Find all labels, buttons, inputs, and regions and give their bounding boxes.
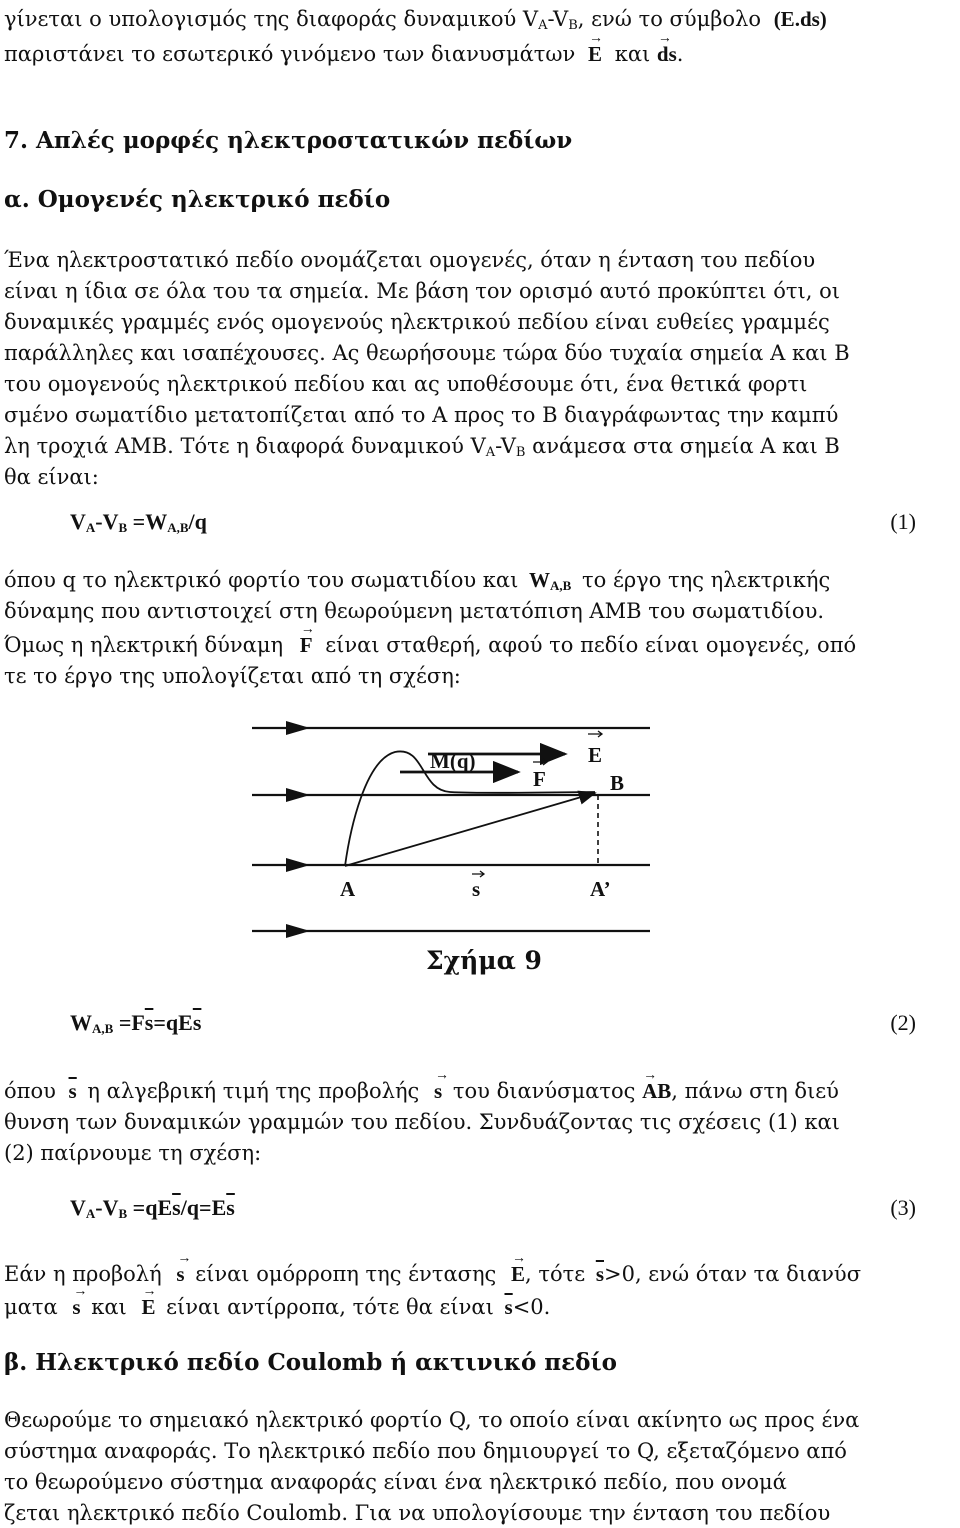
para4-text: και: [91, 1295, 127, 1319]
intro-line-2: [4, 39, 683, 69]
vector-s: → s: [434, 1076, 442, 1106]
scalar-s: $\overline{s}$: [595, 1262, 604, 1286]
intro-text: γίνεται ο υπολογισμός της διαφοράς δυναμικού V: [4, 7, 539, 31]
para3-line: (2) παίρνουμε τη σχέση:: [4, 1141, 262, 1165]
equation-2-body: $W_{A,B} =F\overline{s}=qE\overline{s}$: [70, 1010, 202, 1036]
para5-line: το θεωρούμενο σύστημα αναφοράς είναι ένα ηλεκτρικό πεδίο, που ονομά: [4, 1470, 787, 1494]
equation-3: [70, 1192, 916, 1230]
subscript-b: B: [568, 18, 578, 33]
vector-s: → s: [72, 1292, 80, 1322]
figure-caption: Σχήμα 9: [426, 946, 542, 975]
label-a: A: [340, 877, 356, 901]
equation-1-body: $V_A-V_B =W_{A,B}/q$: [70, 509, 207, 535]
para5-line: σύστημα αναφοράς. Το ηλεκτρικό πεδίο που δημιουργεί το Q, εξεταζόμενο από: [4, 1439, 847, 1463]
para4-text: <0.: [512, 1295, 551, 1319]
subsection-b-heading: β. Ηλεκτρικό πεδίο Coulomb ή ακτινικό πεδίο: [4, 1349, 617, 1376]
para1-line: θα είναι:: [4, 465, 99, 489]
para3-text: του διανύσματος: [452, 1079, 636, 1103]
intro-text: -V: [547, 7, 569, 31]
para2-text: όπου q το ηλεκτρικό φορτίο του σωματιδίου και: [4, 568, 519, 592]
vector-e: → E: [588, 39, 602, 69]
intro-text: παριστάνει το εσωτερικό γινόμενο των διανυσμάτων: [4, 42, 576, 66]
para3-line: [4, 1076, 839, 1106]
subscript-b: B: [515, 445, 526, 460]
arrow-head: [286, 721, 310, 735]
subsection-a-heading: α. Ομογενές ηλεκτρικό πεδίο: [4, 186, 391, 213]
intro-text: , ενώ το σύμβολο: [577, 7, 761, 31]
label-e: E: [588, 743, 603, 767]
para4-text: ματα: [4, 1295, 58, 1319]
arrow-head: [286, 788, 310, 802]
para2-text: είναι σταθερή, αφού το πεδίο είναι ομογενές, οπό: [325, 633, 857, 657]
vector-ab: → AB: [642, 1076, 671, 1106]
para1-line: δυναμικές γραμμές ενός ομογενούς ηλεκτρικού πεδίου είναι ευθείες γραμμές: [4, 310, 830, 334]
para2-line: [4, 630, 856, 660]
work-symbol: $W_{A,B}$: [529, 568, 572, 593]
figure-9-diagram: [250, 720, 670, 940]
vector-s: → s: [176, 1259, 184, 1289]
para3-line: θυνση των δυναμικών γραμμών του πεδίου. Συνδυάζοντας τις σχέσεις (1) και: [4, 1110, 840, 1134]
dot-product-symbol: (E.ds): [773, 7, 827, 31]
section-7-heading: 7. Απλές μορφές ηλεκτροστατικών πεδίων: [4, 127, 573, 154]
equation-2-number: (2): [890, 1010, 916, 1035]
para1-line: Ένα ηλεκτροστατικό πεδίο ονομάζεται ομογενές, όταν η ένταση του πεδίου: [4, 248, 816, 272]
para1-text: ανάμεσα στα σημεία Α και Β: [525, 434, 840, 458]
equation-1-number: (1): [890, 509, 916, 534]
arrow-head: [286, 924, 310, 938]
para2-line: δύναμης που αντιστοιχεί στη θεωρούμενη μετατόπιση ΑΜΒ του σωματιδίου.: [4, 599, 825, 623]
label-m: M(q): [430, 749, 476, 773]
equation-3-number: (3): [890, 1195, 916, 1220]
para3-text: όπου: [4, 1079, 56, 1103]
para5-line: ζεται ηλεκτρικό πεδίο Coulomb. Για να υπολογίσουμε την ένταση του πεδίου: [4, 1501, 831, 1525]
para3-text: , πάνω στη διεύ: [671, 1079, 839, 1103]
equation-2: [70, 1007, 916, 1045]
para4-text: , τότε: [525, 1262, 586, 1286]
equation-3-body: $V_A-V_B =qE\overline{s}/q=E\overline{s}$: [70, 1195, 235, 1221]
para2-text: Όμως η ηλεκτρική δύναμη: [4, 633, 284, 657]
field-line-arrows: [286, 721, 310, 938]
para1-line: του ομογενούς ηλεκτρικού πεδίου και ας υποθέσουμε ότι, ένα θετικά φορτι: [4, 372, 808, 396]
para4-text: >0, ενώ όταν τα διανύσ: [604, 1262, 862, 1286]
para5-line: Θεωρούμε το σημειακό ηλεκτρικό φορτίο Q, το οποίο είναι ακίνητο ως προς ένα: [4, 1408, 860, 1432]
scalar-s: $\overline{s}$: [68, 1079, 77, 1103]
para3-text: η αλγεβρική τιμή της προβολής: [87, 1079, 420, 1103]
para1-line: παράλληλες και ισαπέχουσες. Ας θεωρήσουμε τώρα δύο τυχαία σημεία Α και Β: [4, 341, 850, 365]
label-f: F: [533, 767, 546, 791]
intro-text: .: [676, 42, 684, 66]
scalar-s: $\overline{s}$: [504, 1295, 513, 1319]
para4-text: είναι ομόρροπη της έντασης: [195, 1262, 497, 1286]
vector-e: → E: [141, 1292, 155, 1322]
label-b: B: [610, 771, 625, 795]
intro-text: και: [614, 42, 651, 66]
para2-line: τε το έργο της υπολογίζεται από τη σχέση:: [4, 664, 461, 688]
para4-text: είναι αντίρροπα, τότε θα είναι: [166, 1295, 494, 1319]
equation-1: [70, 506, 916, 544]
label-a-prime: A’: [590, 877, 611, 901]
para1-line: σμένο σωματίδιο μετατοπίζεται από το Α προς το Β διαγράφωντας την καμπύ: [4, 403, 839, 427]
vector-f: → F: [300, 630, 313, 660]
vector-e: → E: [511, 1259, 525, 1289]
para4-line: [4, 1259, 861, 1289]
para1-line: είναι η ίδια σε όλα του τα σημεία. Με βάση τον ορισμό αυτό προκύπτει ότι, οι: [4, 279, 840, 303]
vector-ds: → ds: [657, 39, 677, 69]
subscript-a: A: [485, 445, 496, 460]
para4-text: Εάν η προβολή: [4, 1262, 162, 1286]
para1-text: -V: [495, 434, 516, 458]
para1-text: λη τροχιά ΑΜΒ. Τότε η διαφορά δυναμικού V: [4, 434, 486, 458]
arrow-head: [286, 858, 310, 872]
intro-line-1: [4, 4, 827, 41]
subscript-a: A: [538, 18, 548, 33]
para2-text: το έργο της ηλεκτρικής: [582, 568, 831, 592]
para1-line: [4, 431, 840, 468]
para4-line: [4, 1292, 550, 1322]
label-s: s: [472, 877, 481, 901]
displacement-ab: [345, 793, 595, 866]
